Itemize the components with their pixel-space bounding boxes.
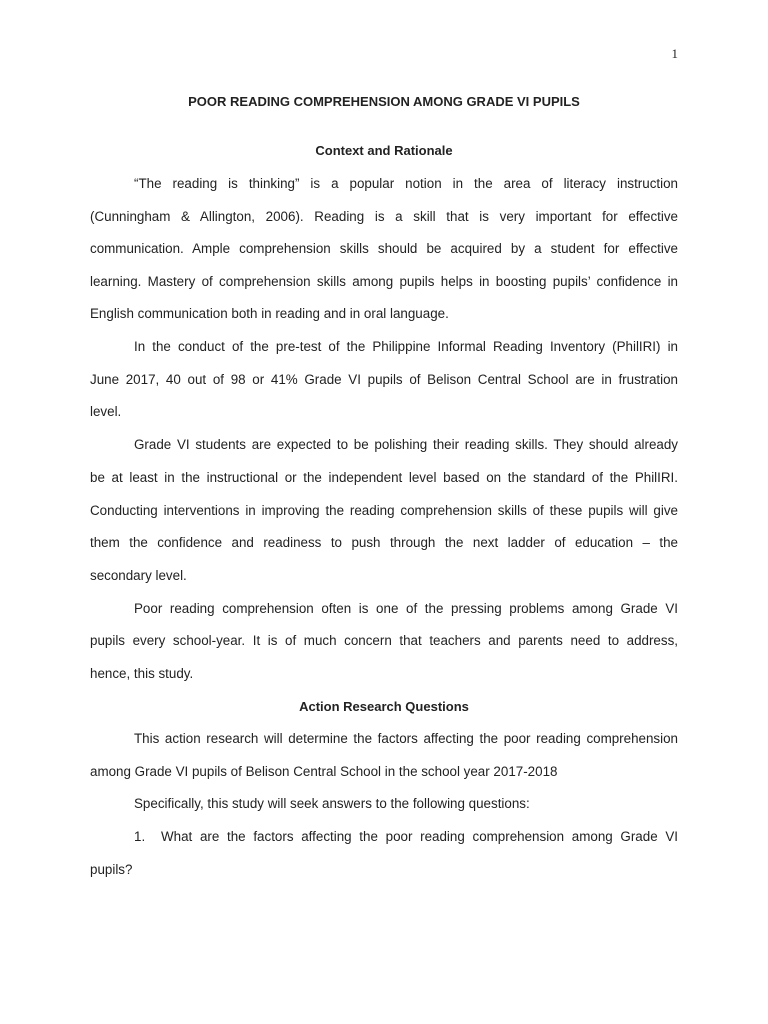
paragraph-line: hence, this study.	[90, 666, 194, 681]
paragraph-line: English communication both in reading and in oral language.	[90, 306, 449, 321]
list-item-line: pupils?	[90, 862, 133, 877]
paragraph-line: (Cunningham & Allington, 2006). Reading is a skill that is very important for effective	[90, 209, 678, 224]
list-item-number: 1.	[134, 829, 146, 844]
paragraph-line: secondary level.	[90, 568, 187, 583]
paragraph-line: be at least in the instructional or the independent level based on the standard of the PhilIRI.	[90, 470, 678, 485]
paragraph-line: learning. Mastery of comprehension skills among pupils helps in boosting pupils’ confidence in	[90, 274, 678, 289]
paragraph-line: Poor reading comprehension often is one of the pressing problems among Grade VI	[134, 601, 678, 616]
paragraph-line: Grade VI students are expected to be polishing their reading skills. They should already	[134, 437, 678, 452]
section-heading-context: Context and Rationale	[315, 143, 453, 158]
document-title: POOR READING COMPREHENSION AMONG GRADE VI PUPILS	[188, 94, 580, 109]
paragraph-line: communication. Ample comprehension skills should be acquired by a student for effective	[90, 241, 678, 256]
paragraph-line: them the confidence and readiness to push through the next ladder of education – the	[90, 535, 678, 550]
page-number: 1	[671, 46, 678, 61]
paragraph-line: This action research will determine the factors affecting the poor reading comprehension	[134, 731, 678, 746]
paragraph-line: pupils every school-year. It is of much concern that teachers and parents need to address,	[90, 633, 678, 648]
paragraph-line: Conducting interventions in improving the reading comprehension skills of these pupils will give	[90, 503, 678, 518]
paragraph-line: In the conduct of the pre-test of the Philippine Informal Reading Inventory (PhilIRI) in	[134, 339, 678, 354]
paragraph-line: June 2017, 40 out of 98 or 41% Grade VI pupils of Belison Central School are in frustration	[90, 372, 678, 387]
list-item-line: What are the factors affecting the poor reading comprehension among Grade VI	[161, 829, 678, 844]
paragraph-line: among Grade VI pupils of Belison Central School in the school year 2017-2018	[90, 764, 558, 779]
paragraph-line: level.	[90, 404, 122, 419]
section-heading-questions: Action Research Questions	[299, 699, 469, 714]
paragraph-line: “The reading is thinking” is a popular notion in the area of literacy instruction	[134, 176, 678, 191]
paragraph-line: Specifically, this study will seek answers to the following questions:	[134, 796, 530, 811]
